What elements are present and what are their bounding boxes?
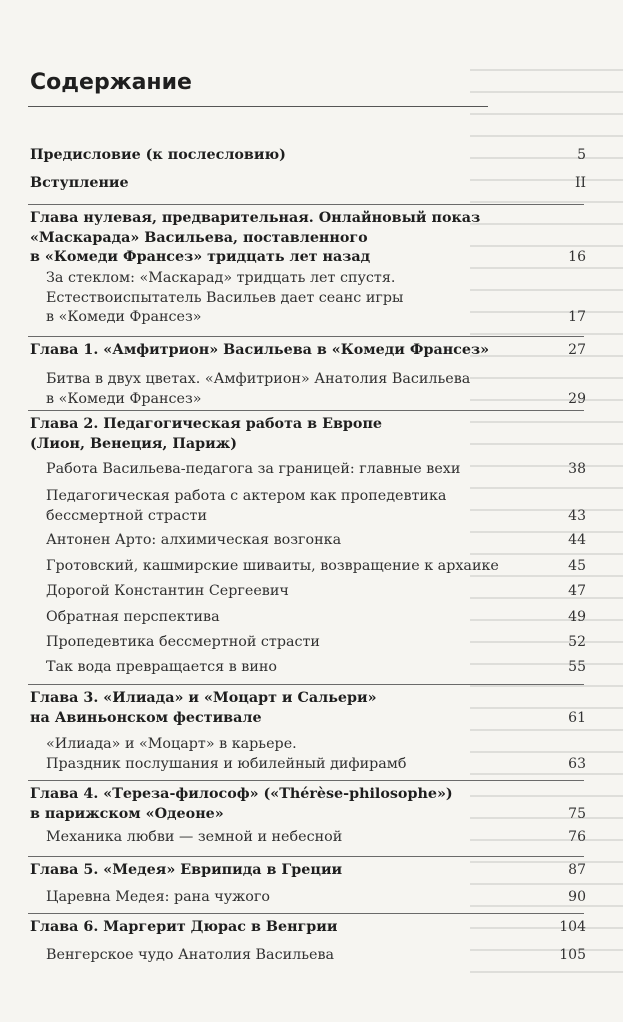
toc-entry-subsection[interactable] — [46, 370, 586, 409]
entry-title: Пропедевтика бессмертной страсти — [46, 634, 320, 650]
entry-page-number: 55 — [568, 659, 586, 675]
entry-title: Педагогическая работа с актером как пропедевтика бессмертной страсти — [46, 488, 447, 524]
entry-title: Венгерское чудо Анатолия Васильева — [46, 947, 335, 963]
entry-title: Глава 4. «Тереза-философ» («Thérèse-philosophe») в парижском «Одеоне» — [30, 786, 453, 822]
toc-entry-subsection[interactable] — [46, 531, 586, 551]
entry-page-number: 75 — [568, 805, 586, 822]
entry-page-number: 44 — [568, 532, 586, 548]
toc-entry-subsection[interactable] — [46, 487, 586, 526]
entry-page-number: 38 — [568, 461, 586, 477]
toc-entry-chapter[interactable] — [30, 341, 586, 361]
toc-entry-subsection[interactable] — [46, 557, 586, 577]
entry-title: Вступление — [30, 175, 129, 191]
toc-entry-subsection[interactable] — [46, 658, 586, 678]
entry-title: Глава 5. «Медея» Еврипида в Греции — [30, 862, 343, 878]
toc-entry-chapter[interactable] — [30, 689, 586, 728]
toc-entry-chapter[interactable] — [30, 861, 586, 881]
entry-page-number: 43 — [568, 507, 586, 524]
entry-page-number: 47 — [568, 583, 586, 599]
entry-page-number: 63 — [568, 755, 586, 772]
toc-entry-chapter[interactable] — [30, 415, 586, 454]
toc-entry-subsection[interactable] — [46, 633, 586, 653]
toc-entry-chapter[interactable] — [30, 174, 586, 194]
entry-title: Механика любви — земной и небесной — [46, 829, 343, 845]
entry-title: «Илиада» и «Моцарт» в карьере. Праздник послушания и юбилейный дифирамб — [46, 736, 407, 772]
entry-page-number: 104 — [559, 919, 586, 935]
toc-entry-chapter[interactable] — [30, 785, 586, 824]
toc-entry-chapter[interactable] — [30, 146, 586, 166]
toc-entry-chapter[interactable] — [30, 209, 586, 268]
entry-page-number: 49 — [568, 609, 586, 625]
entry-title: Так вода превращается в вино — [46, 659, 277, 675]
entry-title: Дорогой Константин Сергеевич — [46, 583, 289, 599]
entry-title: Предисловие (к послесловию) — [30, 147, 286, 163]
entry-title: Антонен Арто: алхимическая возгонка — [46, 532, 342, 548]
toc-entry-subsection[interactable] — [46, 828, 586, 848]
entry-page-number: 27 — [568, 342, 586, 358]
toc-entry-chapter[interactable] — [30, 918, 586, 938]
toc-entry-subsection[interactable] — [46, 582, 586, 602]
toc-entry-subsection[interactable] — [46, 946, 586, 966]
entry-page-number: 17 — [568, 309, 586, 325]
section-divider — [28, 336, 584, 337]
section-divider — [28, 913, 584, 914]
entry-title: Гротовский, кашмирские шиваиты, возвращение к архаике — [46, 558, 499, 574]
section-divider — [28, 410, 584, 411]
section-divider — [28, 684, 584, 685]
entry-title: Обратная перспектива — [46, 609, 220, 625]
entry-title: Глава 2. Педагогическая работа в Европе (Лион, Венеция, Париж) — [30, 416, 383, 452]
section-divider — [28, 856, 584, 857]
entry-page-number: 52 — [568, 634, 586, 650]
toc-entry-subsection[interactable] — [46, 735, 586, 774]
page-title: Содержание — [30, 70, 192, 95]
entry-page-number: 61 — [568, 709, 586, 726]
entry-page-number: 5 — [577, 147, 586, 163]
entry-page-number: 16 — [568, 249, 586, 265]
entry-page-number: 45 — [568, 558, 586, 574]
toc-entry-subsection[interactable] — [46, 888, 586, 908]
entry-page-number: 105 — [559, 947, 586, 963]
entry-title: Глава 3. «Илиада» и «Моцарт и Сальери» на Авиньонском фестивале — [30, 690, 377, 726]
toc-entry-subsection[interactable] — [46, 460, 586, 480]
entry-title: За стеклом: «Маскарад» тридцать лет спустя. Естествоиспытатель Васильев дает сеанс игры в «Комеди Франсез» — [46, 270, 404, 325]
entry-title: Глава нулевая, предварительная. Онлайновый показ «Маскарада» Васильева, поставленного в «Комеди Франсез» тридцать лет назад — [30, 210, 481, 265]
entry-title: Царевна Медея: рана чужого — [46, 889, 270, 905]
entry-page-number: 90 — [568, 889, 586, 905]
entry-title: Глава 6. Маргерит Дюрас в Венгрии — [30, 919, 338, 935]
section-divider — [28, 204, 584, 205]
entry-page-number: 29 — [568, 390, 586, 407]
entry-page-number: 87 — [568, 862, 586, 878]
section-divider — [28, 780, 584, 781]
title-divider — [28, 106, 488, 107]
entry-title: Глава 1. «Амфитрион» Васильева в «Комеди Франсез» — [30, 342, 490, 358]
entry-page-number: II — [574, 175, 586, 191]
entry-title: Работа Васильева-педагога за границей: главные вехи — [46, 461, 461, 477]
toc-entry-subsection[interactable] — [46, 269, 586, 328]
entry-page-number: 76 — [568, 829, 586, 845]
toc-entry-subsection[interactable] — [46, 608, 586, 628]
entry-title: Битва в двух цветах. «Амфитрион» Анатолия Васильева в «Комеди Франсез» — [46, 371, 471, 407]
